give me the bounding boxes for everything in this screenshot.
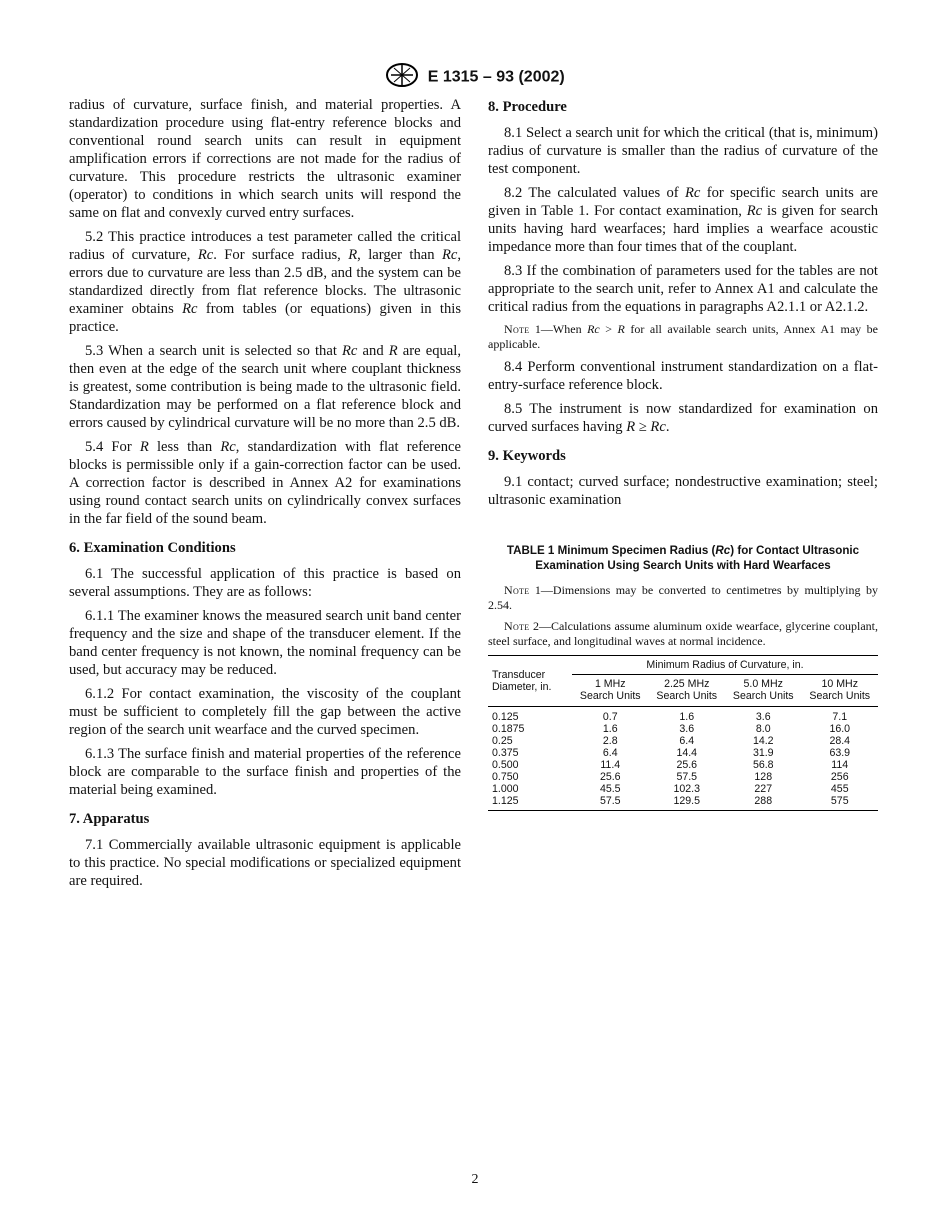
cell-value: 14.4 — [676, 747, 698, 759]
cell-value: 3.6 — [679, 723, 695, 735]
section-7-heading: 7. Apparatus — [69, 811, 150, 827]
header-freq: 10 MHz Search Units — [802, 675, 879, 707]
left-column — [69, 96, 461, 896]
paragraph-5-1-continued: radius of curvature, surface finish, and material properties. A standardization procedure using flat-entry reference blocks and conventional round search units can result in equipment amplification errors if corrections are not made for the radius of curvature. This procedure restricts the ultrasonic examiner (operator) to conditions in which search units will respond the same on flat and convexly curved entry surfaces. — [69, 97, 461, 221]
cell-value: 256 — [830, 771, 849, 783]
paragraph-6-1-2: 6.1.2 For contact examination, the viscosity of the couplant must be sufficient to completely fill the gap between the active region of the search unit wearface and the curved specimen. — [69, 686, 461, 738]
paragraph-5-4: 5.4 For R less than Rc, standardization with flat reference blocks is permissible only if a gain-correction factor can be used. A correction factor is described in Annex A2 for examinations using round contact search units on cylindrically convex surfaces in the far field of the sound beam. — [69, 439, 461, 527]
cell-value: 455 — [830, 783, 849, 795]
cell-value: 25.6 — [676, 759, 698, 771]
radius-table — [488, 655, 878, 811]
header-freq: 5.0 MHz Search Units — [725, 675, 802, 707]
cell-value: 6.4 — [679, 735, 695, 747]
cell-value: 2.8 — [602, 735, 618, 747]
cell-value: 227 — [754, 783, 773, 795]
table-note-1: Note 1—Dimensions may be converted to centimetres by multiplying by 2.54. — [488, 583, 878, 612]
cell-value: 102.3 — [673, 783, 700, 795]
table-note-2: Note 2—Calculations assume aluminum oxide wearface, glycerine couplant, steel surface, and longitudinal waves at normal incidence. — [488, 619, 878, 648]
header-freq: 1 MHz Search Units — [572, 675, 649, 707]
cell-value: 575 — [802, 795, 879, 811]
note-1: Note 1—When Rc > R for all available search units, Annex A1 may be applicable. — [488, 322, 878, 351]
cell-value: 128 — [754, 771, 773, 783]
section-8-heading: 8. Procedure — [488, 99, 567, 115]
page-header — [0, 62, 950, 93]
table-row — [488, 735, 878, 747]
table-row — [488, 783, 878, 795]
paragraph-5-2: 5.2 This practice introduces a test parameter called the critical radius of curvature, Rc. For surface radius, R, larger than Rc, errors due to curvature are less than 2.5 dB, and the system can be standardized directly from flat reference blocks. The ultrasonic examiner obtains Rc from tables (or equations) given in this practice. — [69, 229, 461, 335]
right-column — [488, 96, 878, 811]
cell-value: 3.6 — [755, 711, 771, 723]
section-6-heading: 6. Examination Conditions — [69, 540, 236, 556]
cell-value: 7.1 — [832, 711, 848, 723]
document-designation: E 1315 – 93 (2002) — [427, 68, 565, 86]
cell-diameter: 1.000 — [492, 783, 519, 795]
cell-value: 63.9 — [829, 747, 851, 759]
cell-diameter: 0.750 — [492, 771, 519, 783]
paragraph-6-1-3: 6.1.3 The surface finish and material properties of the reference block are comparable to the surface finish and properties of the material being examined. — [69, 746, 461, 798]
cell-value: 8.0 — [755, 723, 771, 735]
table-row — [488, 707, 878, 724]
cell-diameter: 0.500 — [492, 759, 519, 771]
cell-value: 288 — [725, 795, 802, 811]
cell-diameter: 1.125 — [488, 795, 572, 811]
header-min-radius: Minimum Radius of Curvature, in. — [572, 656, 878, 675]
paragraph-5-3: 5.3 When a search unit is selected so that Rc and R are equal, then even at the edge of the search unit where couplant thickness is greatest, some contribution is being made to the ultrasonic field. Standardization may be performed on a flat reference block and errors caused by cylindrical curvature will be no more than 2.5 dB. — [69, 343, 461, 431]
table-row — [488, 795, 878, 811]
cell-value: 57.5 — [572, 795, 649, 811]
cell-value: 1.6 — [679, 711, 695, 723]
cell-value: 31.9 — [752, 747, 774, 759]
paragraph-6-1: 6.1 The successful application of this practice is based on several assumptions. They are as follows: — [69, 566, 461, 600]
cell-value: 6.4 — [602, 747, 618, 759]
page-number: 2 — [471, 1172, 479, 1187]
cell-value: 11.4 — [600, 759, 621, 771]
paragraph-8-3: 8.3 If the combination of parameters used for the tables are not appropriate to the search unit, refer to Annex A1 and calculate the critical radius from the equations in paragraphs A2.1.1 or A2.1.2. — [488, 263, 878, 315]
cell-value: 16.0 — [829, 723, 851, 735]
cell-value: 129.5 — [649, 795, 726, 811]
paragraph-8-4: 8.4 Perform conventional instrument standardization on a flat-entry-surface reference block. — [488, 359, 878, 393]
cell-value: 0.7 — [602, 711, 618, 723]
paragraph-8-5: 8.5 The instrument is now standardized for examination on curved surfaces having R ≥ Rc. — [488, 401, 878, 435]
cell-diameter: 0.375 — [492, 747, 519, 759]
cell-value: 28.4 — [829, 735, 851, 747]
cell-diameter: 0.125 — [492, 711, 519, 723]
cell-diameter: 0.25 — [492, 735, 513, 747]
paragraph-8-1: 8.1 Select a search unit for which the critical (that is, minimum) radius of curvature is smaller than the radius of curvature of the test component. — [488, 125, 878, 177]
header-freq: 2.25 MHz Search Units — [649, 675, 726, 707]
table-1-block — [488, 543, 878, 811]
paragraph-6-1-1: 6.1.1 The examiner knows the measured search unit band center frequency and the size and shape of the transducer element. If the band center frequency is not known, the nominal frequency can be used, but accuracy may be reduced. — [69, 608, 461, 678]
paragraph-8-2: 8.2 The calculated values of Rc for specific search units are given in Table 1. For contact examination, Rc is given for search units having hard wearfaces; hard implies a wearface acoustic impedance more than four times that of the couplant. — [488, 185, 878, 255]
table-row — [488, 759, 878, 771]
table-row — [488, 771, 878, 783]
cell-value: 56.8 — [752, 759, 774, 771]
header-transducer-diameter: Transducer Diameter, in. — [488, 656, 572, 707]
paragraph-7-1: 7.1 Commercially available ultrasonic equipment is applicable to this practice. No special modifications or specialized equipment are required. — [69, 837, 461, 889]
cell-value: 45.5 — [599, 783, 621, 795]
section-9-heading: 9. Keywords — [488, 448, 566, 464]
cell-diameter: 0.1875 — [492, 723, 525, 735]
cell-value: 114 — [831, 759, 849, 771]
cell-value: 57.5 — [676, 771, 698, 783]
table-row — [488, 723, 878, 735]
cell-value: 1.6 — [602, 723, 618, 735]
cell-value: 25.6 — [599, 771, 621, 783]
astm-logo-icon — [385, 62, 419, 93]
cell-value: 14.2 — [752, 735, 774, 747]
paragraph-9-1: 9.1 contact; curved surface; nondestructive examination; steel; ultrasonic examination — [488, 474, 878, 508]
table-title: TABLE 1 Minimum Specimen Radius (Rc) for Contact Ultrasonic Examination Using Search Units with Hard Wearfaces — [506, 544, 860, 572]
table-row — [488, 747, 878, 759]
